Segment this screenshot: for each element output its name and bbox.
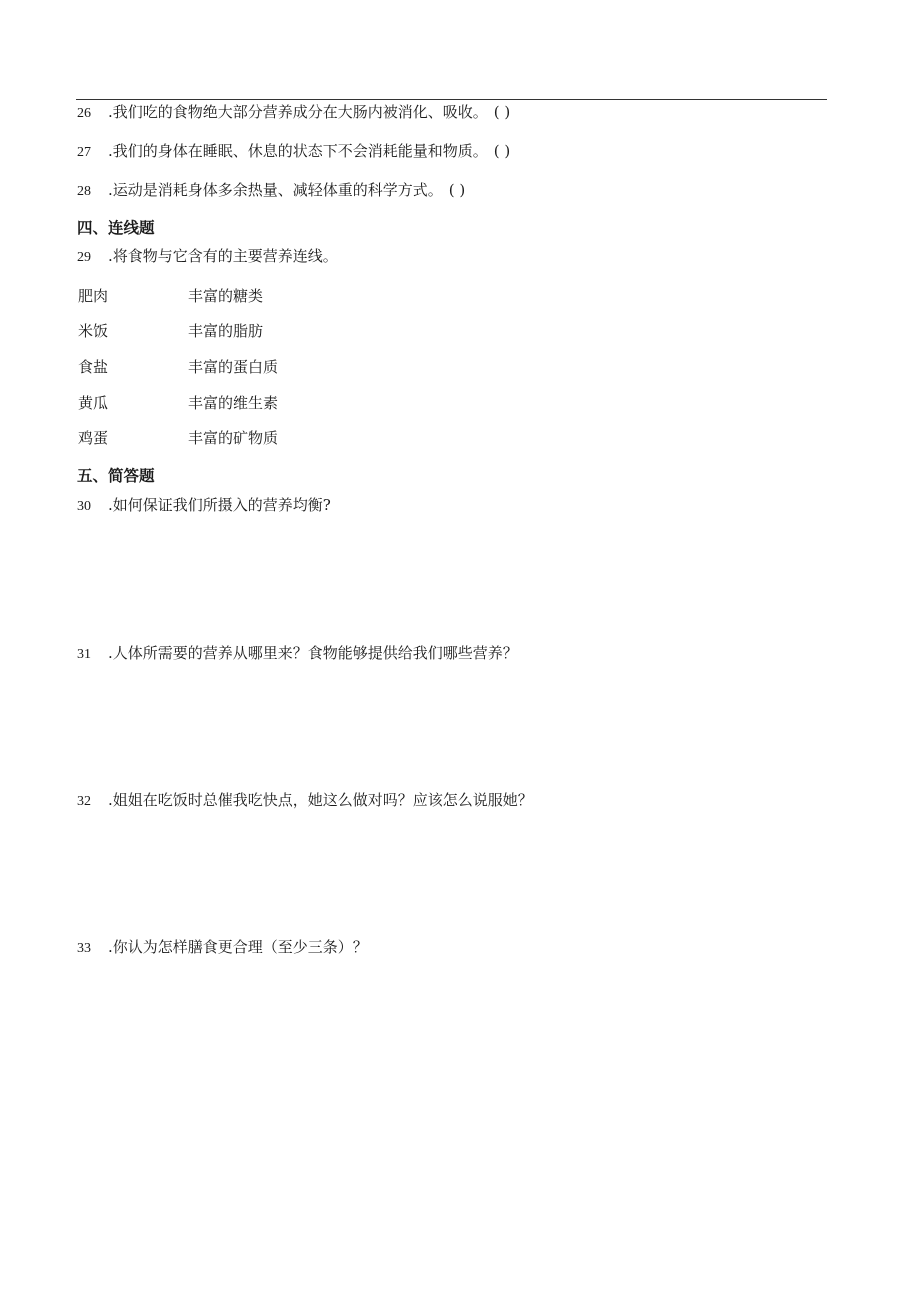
question-number: 28 — [77, 184, 91, 199]
question-text: .如何保证我们所摄入的营养均衡? — [108, 496, 331, 514]
question-number: 32 — [77, 794, 91, 809]
nutrient-item[interactable]: 丰富的矿物质 — [188, 429, 279, 447]
question-27 — [77, 141, 510, 163]
nutrient-item[interactable]: 丰富的维生素 — [188, 394, 279, 412]
question-number: 31 — [77, 647, 91, 662]
question-29 — [77, 246, 338, 268]
nutrient-item[interactable]: 丰富的糖类 — [188, 287, 264, 305]
question-text: .人体所需要的营养从哪里来？食物能够提供给我们哪些营养？ — [108, 644, 518, 662]
food-item[interactable]: 食盐 — [78, 358, 109, 376]
question-28 — [77, 180, 465, 202]
food-item[interactable]: 鸡蛋 — [78, 429, 109, 447]
question-text: .我们吃的食物绝大部分营养成分在大肠内被消化、吸收。 — [108, 103, 488, 121]
question-text: .运动是消耗身体多余热量、减轻体重的科学方式。 — [108, 181, 443, 199]
food-item[interactable]: 肥肉 — [78, 287, 109, 305]
question-26 — [77, 102, 510, 124]
question-text: .姐姐在吃饭时总催我吃快点，她这么做对吗？应该怎么说服她？ — [108, 791, 533, 809]
top-rule — [76, 99, 827, 100]
question-30 — [77, 495, 331, 517]
question-number: 27 — [77, 145, 91, 160]
food-item[interactable]: 米饭 — [78, 322, 109, 340]
question-text: .将食物与它含有的主要营养连线。 — [108, 247, 338, 265]
section-heading-matching: 四、连线题 — [77, 219, 155, 237]
question-31 — [77, 643, 518, 665]
answer-blank[interactable]: ( ) — [493, 103, 511, 121]
nutrient-item[interactable]: 丰富的蛋白质 — [188, 358, 279, 376]
question-32 — [77, 790, 533, 812]
food-item[interactable]: 黄瓜 — [78, 394, 109, 412]
question-number: 29 — [77, 250, 91, 265]
answer-blank[interactable]: ( ) — [493, 142, 511, 160]
section-heading-short-answer: 五、简答题 — [77, 467, 155, 485]
question-number: 30 — [77, 499, 91, 514]
nutrient-item[interactable]: 丰富的脂肪 — [188, 322, 264, 340]
question-33 — [77, 937, 368, 959]
question-text: .你认为怎样膳食更合理（至少三条）？ — [108, 938, 368, 956]
question-number: 33 — [77, 941, 91, 956]
question-text: .我们的身体在睡眠、休息的状态下不会消耗能量和物质。 — [108, 142, 488, 160]
question-number: 26 — [77, 106, 91, 121]
answer-blank[interactable]: ( ) — [448, 181, 466, 199]
